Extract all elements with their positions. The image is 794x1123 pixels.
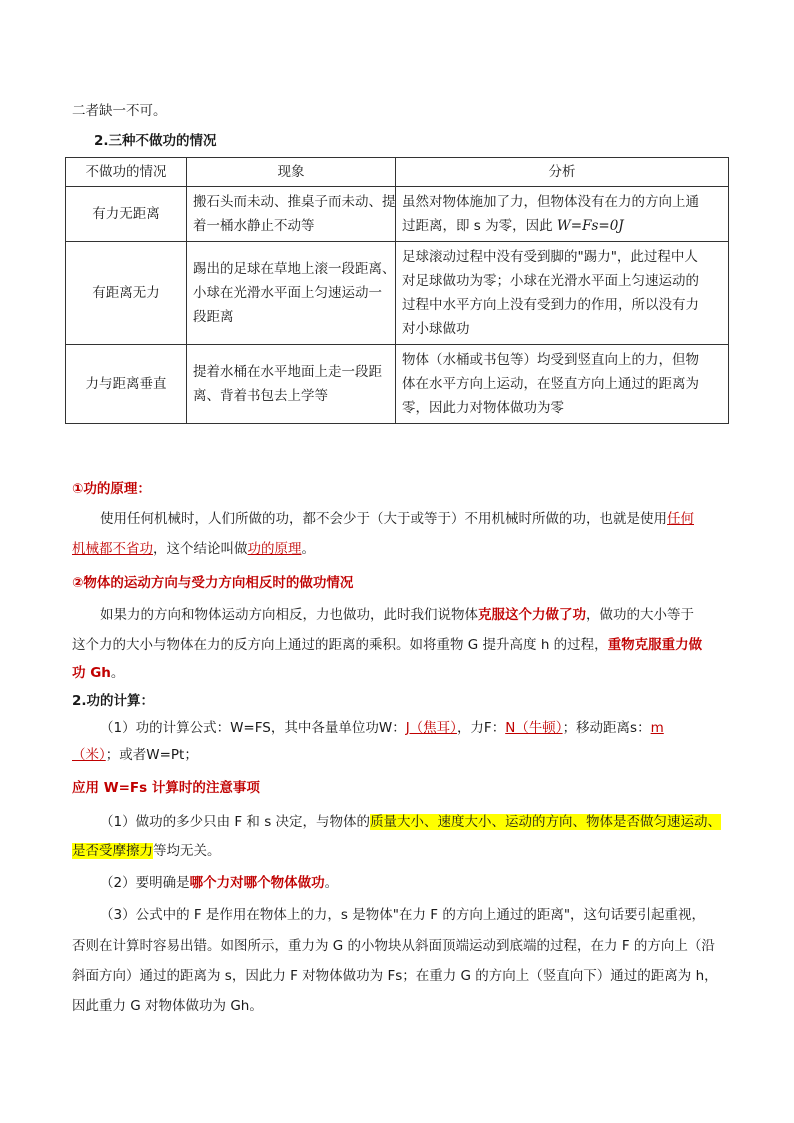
calc-heading: 2.功的计算： (72, 693, 155, 709)
table-header-cell: 现象 (187, 158, 396, 187)
body-text: 。 (110, 665, 125, 681)
body-text: （1）功的计算公式：W=FS，其中各量单位功W： (100, 720, 406, 736)
unit-answer: （米） (72, 747, 106, 763)
cell-text: 对足球做功为零；小球在光滑水平面上匀速运动的 (402, 273, 699, 289)
opposite-line-1 (100, 605, 694, 625)
table-cell-phenomenon (187, 187, 396, 242)
note-1-line-1 (100, 812, 721, 832)
underlined-term: 机械都不省功 (72, 541, 153, 557)
body-text: ；移动距离s： (562, 720, 651, 736)
table-cell-analysis (396, 242, 729, 345)
underlined-term: 任何 (667, 511, 694, 527)
table-cell-phenomenon (187, 345, 396, 424)
no-work-table (65, 157, 729, 424)
cell-text: 物体（水桶或书包等）均受到竖直向上的力，但物 (402, 352, 699, 368)
table-cell-case: 有力无距离 (66, 187, 187, 242)
opposite-heading: ②物体的运动方向与受力方向相反时的做功情况 (72, 575, 354, 591)
cell-text: 搬石头而未动、推桌子而未动、提 (193, 194, 396, 210)
emphasis-text: 功 Gh (72, 665, 111, 681)
table-cell-analysis (396, 345, 729, 424)
note-2 (100, 873, 338, 893)
underlined-term: 功的原理 (247, 541, 302, 557)
table-header-cell: 分析 (396, 158, 729, 187)
note-3-line: 因此重力 G 对物体做功为 Gh。 (72, 998, 263, 1014)
section-heading: 2.三种不做功的情况 (94, 133, 217, 149)
note-3-line: 否则在计算时容易出错。如图所示，重力为 G 的小物块从斜面顶端运动到底端的过程，在力 F 的方向上（沿 (72, 938, 715, 954)
notes-heading: 应用 W=Fs 计算时的注意事项 (72, 780, 260, 796)
table-row (66, 187, 729, 242)
table-row (66, 345, 729, 424)
cell-text: 过距离，即 s 为零，因此 (402, 218, 557, 234)
body-text: 等均无关。 (153, 843, 221, 859)
body-text: ，力F： (456, 720, 506, 736)
cell-text: 小球在光滑水平面上匀速运动一 (193, 285, 382, 301)
unit-answer: m (650, 720, 664, 736)
table-header-row (66, 158, 729, 187)
cell-text: 体在水平方向上运动，在竖直方向上通过的距离为 (402, 376, 699, 392)
table-cell-phenomenon (187, 242, 396, 345)
unit-answer: N（牛顿） (505, 720, 563, 736)
cell-text: 零，因此力对物体做功为零 (402, 400, 564, 416)
principle-line-1 (100, 509, 694, 529)
emphasis-text: 重物克服重力做 (607, 637, 703, 653)
cell-text: 虽然对物体施加了力，但物体没有在力的方向上通 (402, 194, 699, 210)
body-text: 如果力的方向和物体运动方向相反，力也做功，此时我们说物体 (100, 607, 478, 623)
cell-text: 对小球做功 (402, 321, 470, 337)
opposite-line-3 (72, 663, 124, 683)
note-3-line: （3）公式中的 F 是作用在物体上的力，s 是物体"在力 F 的方向上通过的距离"，这句话要引起重视， (100, 907, 706, 923)
table-header-cell: 不做功的情况 (66, 158, 187, 187)
note-3-line: 斜面方向）通过的距离为 s，因此力 F 对物体做功为 Fs；在重力 G 的方向上（竖直向下）通过的距离为 h， (72, 968, 718, 984)
body-text: 。 (301, 541, 315, 557)
table-cell-case: 力与距离垂直 (66, 345, 187, 424)
cell-text: 着一桶水静止不动等 (193, 218, 315, 234)
calc-line-2 (72, 745, 198, 765)
cell-text: 离、背着书包去上学等 (193, 388, 328, 404)
body-text: （2）要明确是 (100, 875, 190, 891)
body-text: 使用任何机械时，人们所做的功，都不会少于（大于或等于）不用机械时所做的功，也就是使用 (100, 511, 667, 527)
formula-text: W=Fs=0J (556, 218, 624, 234)
highlighted-text: 是否受摩擦力 (72, 843, 153, 859)
body-text: ，做功的大小等于 (586, 607, 694, 623)
cell-text: 足球滚动过程中没有受到脚的"踢力"，此过程中人 (402, 249, 698, 265)
cell-text: 踢出的足球在草地上滚一段距离、 (193, 261, 396, 277)
calc-line-1 (100, 718, 664, 738)
body-text: 。 (324, 875, 339, 891)
unit-answer: J（焦耳） (405, 720, 457, 736)
body-text: 这个力的大小与物体在力的反方向上通过的距离的乘积。如将重物 G 提升高度 h 的过程， (72, 637, 608, 653)
emphasis-text: 哪个力对哪个物体做功 (189, 875, 325, 891)
highlighted-text: 质量大小、速度大小、运动的方向、物体是否做匀速运动、 (370, 814, 722, 830)
table-cell-analysis (396, 187, 729, 242)
note-1-line-2 (72, 841, 221, 861)
body-text: ，这个结论叫做 (153, 541, 248, 557)
cell-text: 过程中水平方向上没有受到力的作用，所以没有力 (402, 297, 699, 313)
body-text: （1）做功的多少只由 F 和 s 决定，与物体的 (100, 814, 371, 830)
principle-heading: ①功的原理： (72, 481, 151, 497)
body-text: ；或者W=Pt； (105, 747, 198, 763)
cell-text: 段距离 (193, 309, 234, 325)
principle-line-2 (72, 539, 315, 559)
cell-text: 提着水桶在水平地面上走一段距 (193, 364, 382, 380)
table-row (66, 242, 729, 345)
intro-line: 二者缺一不可。 (72, 103, 167, 119)
opposite-line-2 (72, 635, 702, 655)
table-cell-case: 有距离无力 (66, 242, 187, 345)
emphasis-text: 克服这个力做了功 (478, 607, 586, 623)
